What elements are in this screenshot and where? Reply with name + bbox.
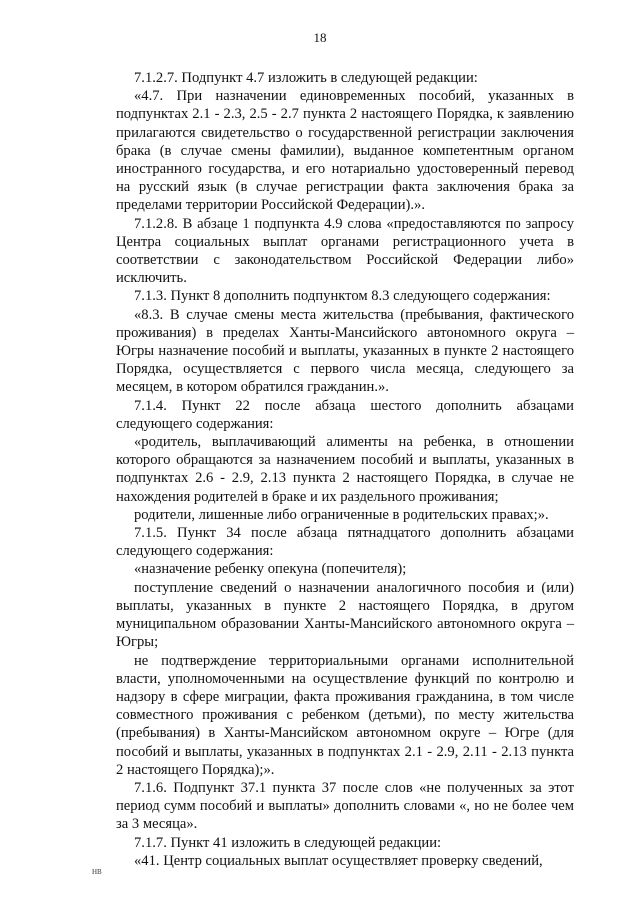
paragraph-8-3-text: «8.3. В случае смены места жительства (пребывания, фактического проживания) в пределах Ханты-Мансийского автономного округа – Югры назначение пособий и выплаты, указанных в пункте 2 настоящего Порядка, осуществляется с первого числа месяца, следующего за месяцем, в котором обратился гражданин.». — [116, 306, 574, 396]
paragraph-7-1-2-7: 7.1.2.7. Подпункт 4.7 изложить в следующей редакции: — [134, 70, 478, 86]
paragraph-7-1-7: 7.1.7. Пункт 41 изложить в следующей редакции: — [134, 834, 442, 851]
paragraph-guardian: «назначение ребенку опекуна (попечителя); — [134, 561, 407, 578]
paragraph-7-1-3: 7.1.3. Пункт 8 дополнить подпунктом 8.3 следующего содержания: — [134, 288, 551, 305]
paragraph-7-1-2-8: 7.1.2.8. В абзаце 1 подпункта 4.9 слова «предоставляются по запросу Центра социальных выплат органами регистрационного учета в соответствии с законодательством Российской Федерации либо» исключить. — [116, 215, 574, 287]
paragraph-7-1-5: 7.1.5. Пункт 34 после абзаца пятнадцатого дополнить абзацами следующего содержания: — [116, 525, 574, 560]
page-number: 18 — [313, 30, 327, 45]
paragraph-7-1-6: 7.1.6. Подпункт 37.1 пункта 37 после слов «не полученных за этот период сумм пособий и выплаты» дополнить словами «, но не более чем за 3 месяца». — [116, 779, 574, 833]
paragraph-4-7-text: «4.7. При назначении единовременных пособий, указанных в подпунктах 2.1 - 2.3, 2.5 - 2.7 пункта 2 настоящего Порядка, к заявлению прилагаются свидетельство о государственной регистрации заключения брака (в случае смены фамилии), выданное компетентным органом иностранного государства, и его нотариально удостоверенный перевод на русский язык (в случае регистрации факта заключения брака за пределами территории Российской Федерации).». — [116, 88, 574, 214]
paragraph-7-1-4: 7.1.4. Пункт 22 после абзаца шестого дополнить абзацами следующего содержания: — [116, 397, 574, 432]
paragraph-deprived-parents: родители, лишенные либо ограниченные в родительских правах;». — [134, 506, 549, 523]
paragraph-41-text: «41. Центр социальных выплат осуществляет проверку сведений, — [134, 852, 543, 869]
paragraph-alimony-parent: «родитель, выплачивающий алименты на ребенка, в отношении которого обращаются за назначением пособий и выплаты, указанных в подпунктах 2.6 - 2.9, 2.13 пункта 2 настоящего Порядка, в случае не нахождения родителей в браке и их раздельного проживания; — [116, 434, 574, 505]
footer-initials: НВ — [92, 868, 102, 876]
document-body — [116, 69, 574, 870]
paragraph-residence-not-confirmed: не подтверждение территориальными органами исполнительной власти, уполномоченными на осуществление функций по контролю и надзору в сфере миграции, факта проживания гражданина, в том числе совместного проживания с ребенком (детьми), по месту жительства (пребывания) в Ханты-Мансийском автономном округе – Югре (для пособий и выплаты, указанных в подпунктах 2.1 - 2.9, 2.11 - 2.13 пункта 2 настоящего Порядка);». — [116, 652, 574, 778]
paragraph-similar-benefit: поступление сведений о назначении аналогичного пособия и (или) выплаты, указанных в пункте 2 настоящего Порядка, в другом муниципальном образовании Ханты-Мансийского автономного округа – Югры; — [116, 579, 574, 651]
